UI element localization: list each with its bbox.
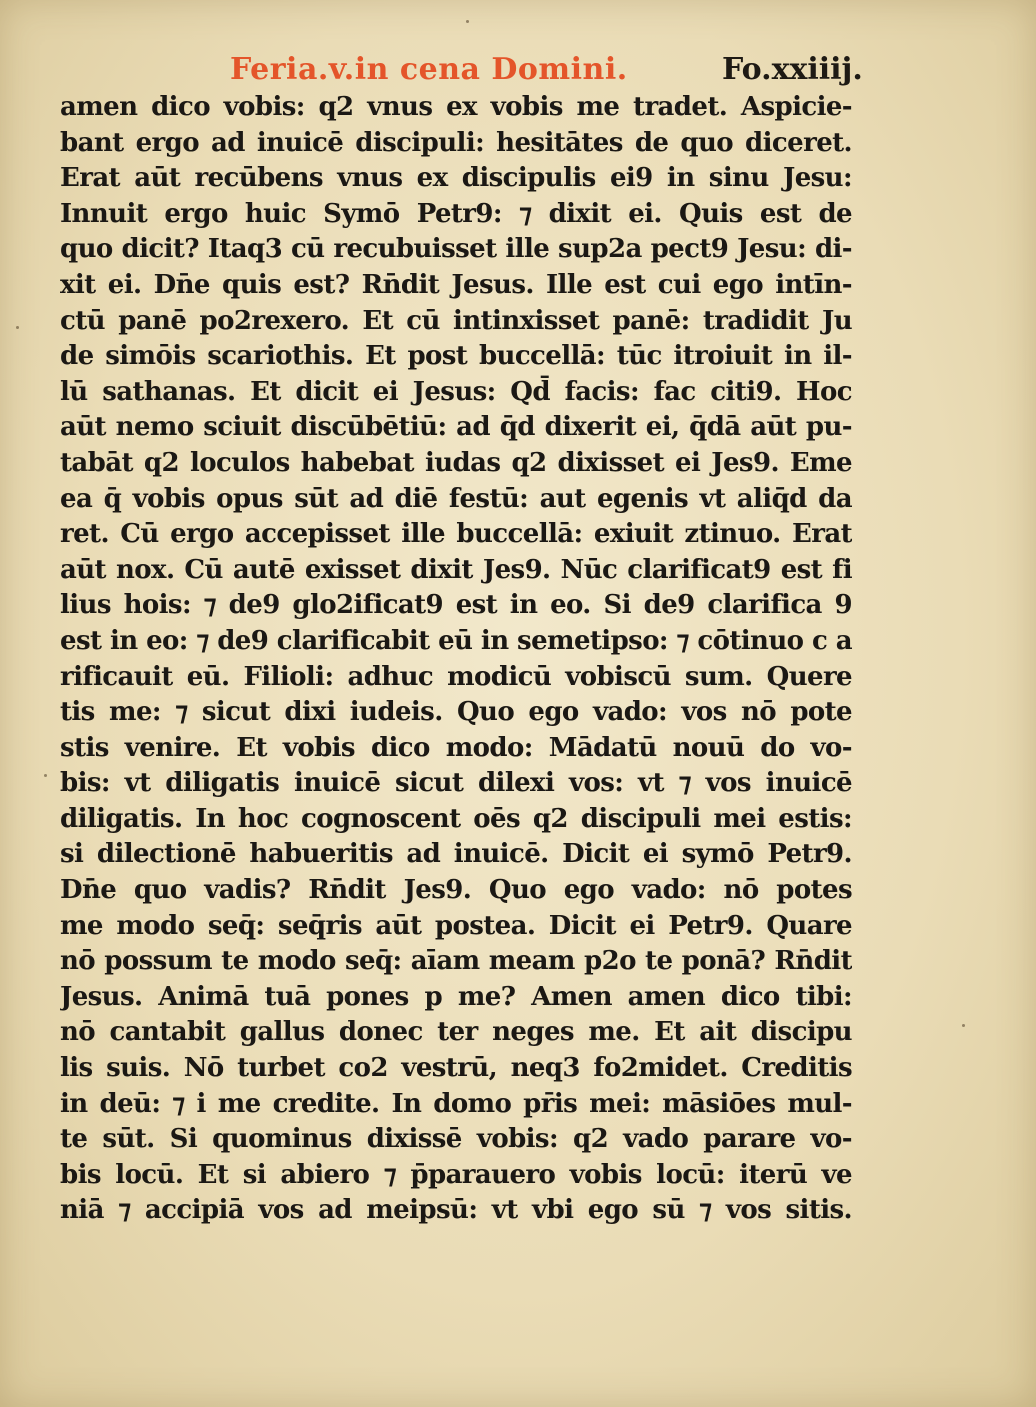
text-line: lius hois: ⁊ de9 glo2ificat9 est in eo. Si de9 clarifica 9 xyxy=(60,590,852,621)
text-line: Innuit ergo huic Symō Petr9: ⁊ dixit ei. Quis est de xyxy=(60,198,852,229)
text-line: bis: vt diligatis inuicē sicut dilexi vos: vt ⁊ vos inuicē xyxy=(60,768,852,799)
running-title: Feria.v.in cena Domini. xyxy=(230,52,628,87)
text-line: nō cantabit gallus donec ter neges me. Et ait discipu xyxy=(60,1017,852,1048)
text-line: diligatis. In hoc cognoscent oēs q2 discipuli mei estis: xyxy=(60,803,852,834)
text-line: bis locū. Et si abiero ⁊ p̄parauero vobis locū: iterū ve xyxy=(60,1159,852,1190)
ink-speck xyxy=(44,774,47,777)
ink-speck xyxy=(962,1024,965,1027)
ink-speck xyxy=(466,20,469,23)
text-line: rificauit eū. Filioli: adhuc modicū vobiscū sum. Quere xyxy=(60,661,852,692)
text-line: aūt nemo sciuit discūbētiū: ad q̄d dixerit ei, q̄dā aūt pu- xyxy=(60,412,852,443)
text-line: si dilectionē habueritis ad inuicē. Dicit ei symō Petr9. xyxy=(60,839,852,870)
text-line: ea q̄ vobis opus sūt ad diē festū: aut egenis vt aliq̄d da xyxy=(60,483,852,514)
text-line: Jesus. Animā tuā pones p me? Amen amen dico tibi: xyxy=(60,981,852,1012)
text-line: me modo seq̄: seq̄ris aūt postea. Dicit ei Petr9. Quare xyxy=(60,910,852,941)
text-line: tabāt q2 loculos habebat iudas q2 dixisset ei Jes9. Eme xyxy=(60,447,852,478)
text-line: quo dicit? Itaq3 cū recubuisset ille sup2a pect9 Jesu: di- xyxy=(60,234,852,265)
page-header xyxy=(0,48,1036,92)
text-line: ctū panē po2rexero. Et cū intinxisset panē: tradidit Ju xyxy=(60,305,852,336)
ink-speck xyxy=(16,326,19,329)
text-line: ret. Cū ergo accepisset ille buccellā: exiuit ztinuo. Erat xyxy=(60,519,852,550)
text-line: de simōis scariothis. Et post buccellā: tūc itroiuit in il- xyxy=(60,341,852,372)
folio-number: Fo.xxiiij. xyxy=(722,52,863,87)
text-line: te sūt. Si quominus dixissē vobis: q2 vado parare vo- xyxy=(60,1124,852,1155)
text-line: tis me: ⁊ sicut dixi iudeis. Quo ego vado: vos nō pote xyxy=(60,697,852,728)
body-text xyxy=(60,90,852,1229)
text-line: bant ergo ad inuicē discipuli: hesitātes de quo diceret. xyxy=(60,127,852,158)
text-line: lis suis. Nō turbet co2 vestrū, neq3 fo2midet. Creditis xyxy=(60,1053,852,1084)
text-line: stis venire. Et vobis dico modo: Mādatū nouū do vo- xyxy=(60,732,852,763)
text-line: aūt nox. Cū autē exisset dixit Jes9. Nūc clarificat9 est fi xyxy=(60,554,852,585)
text-line: Erat aūt recūbens vnus ex discipulis ei9 in sinu Jesu: xyxy=(60,163,852,194)
text-line: Dn̄e quo vadis? Rn̄dit Jes9. Quo ego vado: nō potes xyxy=(60,875,852,906)
text-line: lū sathanas. Et dicit ei Jesus: Qd̄ facis: fac citi9. Hoc xyxy=(60,376,852,407)
text-line: niā ⁊ accipiā vos ad meipsū: vt vbi ego sū ⁊ vos sitis. xyxy=(60,1195,852,1226)
text-line: nō possum te modo seq̄: aīam meam p2o te ponā? Rn̄dit xyxy=(60,946,852,977)
text-line: xit ei. Dn̄e quis est? Rn̄dit Jesus. Ille est cui ego intīn- xyxy=(60,269,852,300)
text-line: amen dico vobis: q2 vnus ex vobis me tradet. Aspicie- xyxy=(60,92,852,122)
text-line: est in eo: ⁊ de9 clarificabit eū in semetipso: ⁊ cōtinuo c a xyxy=(60,625,852,656)
text-line: in deū: ⁊ i me credite. In domo pr̄is mei: māsiōes mul- xyxy=(60,1088,852,1119)
